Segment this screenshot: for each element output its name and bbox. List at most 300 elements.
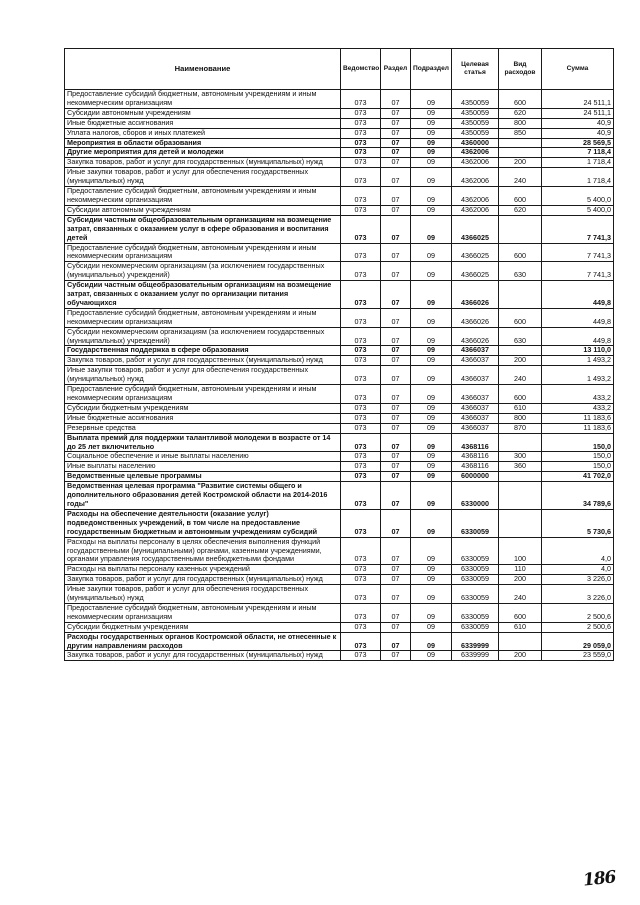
cell-vid: 600 [499, 385, 542, 404]
cell-name: Иные закупки товаров, работ и услуг для обеспечения государственных (муниципальных) нужд [65, 366, 341, 385]
cell-summa: 24 511,1 [542, 108, 614, 118]
cell-podrazdel: 09 [411, 243, 452, 262]
cell-ved: 073 [341, 632, 381, 651]
cell-celevaya: 4366026 [452, 327, 499, 346]
cell-celevaya: 4366037 [452, 346, 499, 356]
cell-celevaya: 4366025 [452, 262, 499, 281]
table-row [65, 158, 614, 168]
cell-summa: 150,0 [542, 452, 614, 462]
cell-ved: 073 [341, 243, 381, 262]
table-row [65, 281, 614, 309]
table-row [65, 423, 614, 433]
cell-celevaya: 4366025 [452, 215, 499, 243]
cell-celevaya: 4362006 [452, 148, 499, 158]
cell-razdel: 07 [381, 215, 411, 243]
cell-vid: 600 [499, 187, 542, 206]
cell-podrazdel: 09 [411, 128, 452, 138]
cell-vid: 200 [499, 651, 542, 661]
cell-ved: 073 [341, 262, 381, 281]
cell-podrazdel: 09 [411, 433, 452, 452]
cell-name: Иные бюджетные ассигнования [65, 413, 341, 423]
cell-podrazdel: 09 [411, 509, 452, 537]
cell-podrazdel: 09 [411, 575, 452, 585]
cell-celevaya: 6339999 [452, 632, 499, 651]
cell-summa: 7 741,3 [542, 262, 614, 281]
cell-celevaya: 4350059 [452, 128, 499, 138]
cell-razdel: 07 [381, 585, 411, 604]
cell-summa: 23 559,0 [542, 651, 614, 661]
cell-razdel: 07 [381, 462, 411, 472]
cell-celevaya: 6330059 [452, 622, 499, 632]
cell-podrazdel: 09 [411, 346, 452, 356]
cell-celevaya: 6330059 [452, 603, 499, 622]
cell-podrazdel: 09 [411, 138, 452, 148]
cell-podrazdel: 09 [411, 356, 452, 366]
table-row [65, 537, 614, 565]
cell-razdel: 07 [381, 308, 411, 327]
cell-razdel: 07 [381, 423, 411, 433]
cell-name: Резервные средства [65, 423, 341, 433]
table-row [65, 243, 614, 262]
cell-vid: 610 [499, 403, 542, 413]
cell-ved: 073 [341, 575, 381, 585]
cell-name: Закупка товаров, работ и услуг для государственных (муниципальных) нужд [65, 158, 341, 168]
cell-summa: 1 493,2 [542, 366, 614, 385]
cell-razdel: 07 [381, 138, 411, 148]
cell-name: Расходы на обеспечение деятельности (оказание услуг) подведомственных учреждений, в том числе на предоставление государственным бюджетным и автономным учреждениям субсидий [65, 509, 341, 537]
cell-name: Выплата премий для поддержки талантливой молодежи в возрасте от 14 до 25 лет включительно [65, 433, 341, 452]
cell-razdel: 07 [381, 90, 411, 109]
cell-podrazdel: 09 [411, 366, 452, 385]
cell-vid [499, 509, 542, 537]
cell-celevaya: 6330059 [452, 575, 499, 585]
cell-razdel: 07 [381, 385, 411, 404]
cell-name: Государственная поддержка в сфере образования [65, 346, 341, 356]
cell-summa: 40,9 [542, 128, 614, 138]
cell-celevaya: 4362006 [452, 158, 499, 168]
cell-celevaya: 4362006 [452, 205, 499, 215]
table-row [65, 187, 614, 206]
cell-ved: 073 [341, 215, 381, 243]
cell-summa: 1 718,4 [542, 158, 614, 168]
cell-celevaya: 4368116 [452, 452, 499, 462]
cell-summa: 150,0 [542, 433, 614, 452]
cell-razdel: 07 [381, 575, 411, 585]
cell-vid: 850 [499, 128, 542, 138]
cell-razdel: 07 [381, 452, 411, 462]
cell-name: Расходы на выплаты персоналу казенных учреждений [65, 565, 341, 575]
cell-celevaya: 4350059 [452, 108, 499, 118]
cell-razdel: 07 [381, 482, 411, 510]
cell-vid: 600 [499, 308, 542, 327]
cell-summa: 1 718,4 [542, 168, 614, 187]
cell-summa: 449,8 [542, 308, 614, 327]
table-row [65, 482, 614, 510]
cell-podrazdel: 09 [411, 148, 452, 158]
cell-ved: 073 [341, 108, 381, 118]
cell-summa: 433,2 [542, 385, 614, 404]
cell-name: Предоставление субсидий бюджетным, автономным учреждениям и иным некоммерческим организациям [65, 308, 341, 327]
header-razdel: Раздел [381, 49, 411, 90]
cell-podrazdel: 09 [411, 327, 452, 346]
cell-razdel: 07 [381, 148, 411, 158]
cell-vid [499, 346, 542, 356]
header-podrazdel: Подраздел [411, 49, 452, 90]
table-row [65, 575, 614, 585]
cell-razdel: 07 [381, 632, 411, 651]
cell-razdel: 07 [381, 433, 411, 452]
cell-podrazdel: 09 [411, 90, 452, 109]
cell-vid [499, 433, 542, 452]
cell-name: Субсидии некоммерческим организациям (за исключением государственных (муниципальных) учреждений) [65, 327, 341, 346]
cell-vid: 610 [499, 622, 542, 632]
cell-razdel: 07 [381, 108, 411, 118]
cell-summa: 28 569,5 [542, 138, 614, 148]
table-row [65, 138, 614, 148]
cell-ved: 073 [341, 346, 381, 356]
cell-summa: 4,0 [542, 537, 614, 565]
header-name: Наименование [65, 49, 341, 90]
cell-vid: 200 [499, 575, 542, 585]
cell-summa: 13 110,0 [542, 346, 614, 356]
cell-podrazdel: 09 [411, 651, 452, 661]
page-number: 186 [582, 867, 617, 891]
cell-celevaya: 4362006 [452, 187, 499, 206]
cell-vid: 240 [499, 585, 542, 604]
cell-ved: 073 [341, 205, 381, 215]
cell-razdel: 07 [381, 281, 411, 309]
cell-name: Субсидии бюджетным учреждениям [65, 403, 341, 413]
cell-razdel: 07 [381, 187, 411, 206]
table-row [65, 346, 614, 356]
cell-celevaya: 4360000 [452, 138, 499, 148]
cell-podrazdel: 09 [411, 308, 452, 327]
cell-ved: 073 [341, 187, 381, 206]
cell-celevaya: 4366037 [452, 385, 499, 404]
cell-summa: 11 183,6 [542, 413, 614, 423]
table-row [65, 168, 614, 187]
table-row [65, 433, 614, 452]
cell-summa: 2 500,6 [542, 603, 614, 622]
cell-ved: 073 [341, 118, 381, 128]
cell-podrazdel: 09 [411, 281, 452, 309]
cell-name: Иные выплаты населению [65, 462, 341, 472]
cell-razdel: 07 [381, 243, 411, 262]
cell-razdel: 07 [381, 168, 411, 187]
table-row [65, 148, 614, 158]
cell-celevaya: 6000000 [452, 472, 499, 482]
cell-podrazdel: 09 [411, 262, 452, 281]
cell-ved: 073 [341, 308, 381, 327]
cell-celevaya: 4366037 [452, 413, 499, 423]
cell-summa: 7 741,3 [542, 215, 614, 243]
cell-celevaya: 6330059 [452, 565, 499, 575]
cell-celevaya: 6330059 [452, 509, 499, 537]
cell-ved: 073 [341, 537, 381, 565]
cell-razdel: 07 [381, 158, 411, 168]
table-row [65, 366, 614, 385]
cell-summa: 5 730,6 [542, 509, 614, 537]
cell-podrazdel: 09 [411, 413, 452, 423]
cell-celevaya: 4350059 [452, 118, 499, 128]
cell-ved: 073 [341, 413, 381, 423]
cell-vid: 240 [499, 168, 542, 187]
cell-ved: 073 [341, 622, 381, 632]
cell-celevaya: 6330059 [452, 537, 499, 565]
cell-name: Иные бюджетные ассигнования [65, 118, 341, 128]
cell-celevaya: 4368116 [452, 462, 499, 472]
cell-razdel: 07 [381, 346, 411, 356]
cell-razdel: 07 [381, 622, 411, 632]
cell-podrazdel: 09 [411, 205, 452, 215]
table-row [65, 622, 614, 632]
cell-ved: 073 [341, 128, 381, 138]
cell-ved: 073 [341, 585, 381, 604]
header-ved: Ведомство [341, 49, 381, 90]
cell-summa: 34 789,6 [542, 482, 614, 510]
cell-ved: 073 [341, 482, 381, 510]
cell-podrazdel: 09 [411, 482, 452, 510]
cell-podrazdel: 09 [411, 168, 452, 187]
cell-summa: 150,0 [542, 462, 614, 472]
cell-vid: 630 [499, 327, 542, 346]
cell-podrazdel: 09 [411, 215, 452, 243]
table-row [65, 262, 614, 281]
cell-vid [499, 215, 542, 243]
cell-summa: 7 741,3 [542, 243, 614, 262]
table-row [65, 603, 614, 622]
cell-summa: 40,9 [542, 118, 614, 128]
cell-ved: 073 [341, 281, 381, 309]
cell-ved: 073 [341, 366, 381, 385]
table-row [65, 327, 614, 346]
table-row [65, 472, 614, 482]
cell-name: Предоставление субсидий бюджетным, автономным учреждениям и иным некоммерческим организациям [65, 603, 341, 622]
cell-name: Предоставление субсидий бюджетным, автономным учреждениям и иным некоммерческим организациям [65, 90, 341, 109]
table-row [65, 462, 614, 472]
cell-summa: 449,8 [542, 281, 614, 309]
cell-vid [499, 632, 542, 651]
cell-celevaya: 4366037 [452, 403, 499, 413]
cell-summa: 7 118,4 [542, 148, 614, 158]
cell-summa: 5 400,0 [542, 205, 614, 215]
table-row [65, 585, 614, 604]
cell-vid: 600 [499, 603, 542, 622]
cell-vid: 600 [499, 243, 542, 262]
cell-ved: 073 [341, 423, 381, 433]
cell-razdel: 07 [381, 327, 411, 346]
budget-table [64, 48, 614, 661]
cell-name: Предоставление субсидий бюджетным, автономным учреждениям и иным некоммерческим организациям [65, 187, 341, 206]
cell-ved: 073 [341, 327, 381, 346]
cell-ved: 073 [341, 565, 381, 575]
cell-name: Социальное обеспечение и иные выплаты населению [65, 452, 341, 462]
cell-vid: 600 [499, 90, 542, 109]
cell-vid: 800 [499, 413, 542, 423]
cell-razdel: 07 [381, 565, 411, 575]
cell-vid: 620 [499, 205, 542, 215]
cell-name: Субсидии некоммерческим организациям (за исключением государственных (муниципальных) учреждений) [65, 262, 341, 281]
cell-name: Закупка товаров, работ и услуг для государственных (муниципальных) нужд [65, 575, 341, 585]
cell-name: Предоставление субсидий бюджетным, автономным учреждениям и иным некоммерческим организациям [65, 385, 341, 404]
cell-celevaya: 4366026 [452, 281, 499, 309]
cell-ved: 073 [341, 403, 381, 413]
cell-podrazdel: 09 [411, 565, 452, 575]
cell-ved: 073 [341, 148, 381, 158]
table-row [65, 452, 614, 462]
cell-podrazdel: 09 [411, 622, 452, 632]
header-celevaya: Целевая статья [452, 49, 499, 90]
table-row [65, 565, 614, 575]
cell-podrazdel: 09 [411, 632, 452, 651]
header-summa: Сумма [542, 49, 614, 90]
cell-summa: 41 702,0 [542, 472, 614, 482]
cell-celevaya: 4362006 [452, 168, 499, 187]
table-body [65, 90, 614, 661]
cell-summa: 3 226,0 [542, 575, 614, 585]
cell-ved: 073 [341, 509, 381, 537]
cell-celevaya: 4366037 [452, 366, 499, 385]
cell-ved: 073 [341, 462, 381, 472]
cell-razdel: 07 [381, 472, 411, 482]
cell-summa: 449,8 [542, 327, 614, 346]
cell-summa: 29 059,0 [542, 632, 614, 651]
cell-name: Предоставление субсидий бюджетным, автономным учреждениям и иным некоммерческим организациям [65, 243, 341, 262]
cell-summa: 1 493,2 [542, 356, 614, 366]
table-row [65, 205, 614, 215]
header-vid: Вид расходов [499, 49, 542, 90]
cell-celevaya: 4368116 [452, 433, 499, 452]
cell-razdel: 07 [381, 403, 411, 413]
cell-celevaya: 6330059 [452, 585, 499, 604]
cell-vid: 630 [499, 262, 542, 281]
table-row [65, 413, 614, 423]
cell-razdel: 07 [381, 205, 411, 215]
cell-podrazdel: 09 [411, 452, 452, 462]
cell-podrazdel: 09 [411, 462, 452, 472]
cell-name: Расходы государственных органов Костромской области, не отнесенные к другим направлениям расходов [65, 632, 341, 651]
cell-razdel: 07 [381, 262, 411, 281]
cell-name: Ведомственная целевая программа "Развитие системы общего и дополнительного образования детей Костромской области на 2014-2016 годы" [65, 482, 341, 510]
cell-razdel: 07 [381, 413, 411, 423]
cell-ved: 073 [341, 168, 381, 187]
cell-razdel: 07 [381, 651, 411, 661]
budget-table-sheet [64, 48, 613, 661]
table-row [65, 356, 614, 366]
cell-podrazdel: 09 [411, 187, 452, 206]
cell-ved: 073 [341, 158, 381, 168]
cell-ved: 073 [341, 90, 381, 109]
cell-summa: 11 183,6 [542, 423, 614, 433]
cell-podrazdel: 09 [411, 403, 452, 413]
cell-podrazdel: 09 [411, 108, 452, 118]
cell-vid: 800 [499, 118, 542, 128]
table-row [65, 632, 614, 651]
cell-razdel: 07 [381, 128, 411, 138]
cell-razdel: 07 [381, 537, 411, 565]
cell-name: Расходы на выплаты персоналу в целях обеспечения выполнения функций государственными (муниципальными) органами, казенными учреждениями, органами управления государственными внебюджетными фондами [65, 537, 341, 565]
cell-name: Субсидии бюджетным учреждениям [65, 622, 341, 632]
cell-podrazdel: 09 [411, 472, 452, 482]
cell-ved: 073 [341, 603, 381, 622]
cell-podrazdel: 09 [411, 385, 452, 404]
table-row [65, 651, 614, 661]
cell-ved: 073 [341, 356, 381, 366]
cell-vid: 300 [499, 452, 542, 462]
cell-vid: 240 [499, 366, 542, 385]
cell-podrazdel: 09 [411, 585, 452, 604]
cell-podrazdel: 09 [411, 158, 452, 168]
cell-name: Ведомственные целевые программы [65, 472, 341, 482]
cell-summa: 24 511,1 [542, 90, 614, 109]
cell-vid [499, 472, 542, 482]
cell-vid: 360 [499, 462, 542, 472]
cell-name: Уплата налогов, сборов и иных платежей [65, 128, 341, 138]
cell-name: Закупка товаров, работ и услуг для государственных (муниципальных) нужд [65, 651, 341, 661]
cell-vid: 110 [499, 565, 542, 575]
cell-razdel: 07 [381, 118, 411, 128]
cell-name: Другие мероприятия для детей и молодежи [65, 148, 341, 158]
cell-ved: 073 [341, 138, 381, 148]
cell-vid [499, 138, 542, 148]
cell-summa: 2 500,6 [542, 622, 614, 632]
cell-podrazdel: 09 [411, 603, 452, 622]
cell-ved: 073 [341, 433, 381, 452]
cell-vid: 620 [499, 108, 542, 118]
table-row [65, 308, 614, 327]
cell-summa: 3 226,0 [542, 585, 614, 604]
cell-vid [499, 281, 542, 309]
cell-vid: 870 [499, 423, 542, 433]
cell-vid: 200 [499, 158, 542, 168]
cell-summa: 433,2 [542, 403, 614, 413]
table-row [65, 385, 614, 404]
table-row [65, 90, 614, 109]
table-row [65, 403, 614, 413]
cell-ved: 073 [341, 472, 381, 482]
cell-razdel: 07 [381, 366, 411, 385]
cell-razdel: 07 [381, 356, 411, 366]
cell-celevaya: 4366025 [452, 243, 499, 262]
table-row [65, 108, 614, 118]
table-row [65, 509, 614, 537]
cell-summa: 5 400,0 [542, 187, 614, 206]
cell-name: Субсидии автономным учреждениям [65, 205, 341, 215]
cell-celevaya: 4366026 [452, 308, 499, 327]
cell-vid: 100 [499, 537, 542, 565]
cell-ved: 073 [341, 452, 381, 462]
table-row [65, 215, 614, 243]
cell-vid: 200 [499, 356, 542, 366]
cell-name: Субсидии частным общеобразовательным организациям на возмещение затрат, связанных с оказанием услуг в сфере образования и воспитания детей [65, 215, 341, 243]
cell-vid [499, 148, 542, 158]
cell-name: Иные закупки товаров, работ и услуг для обеспечения государственных (муниципальных) нужд [65, 168, 341, 187]
cell-name: Закупка товаров, работ и услуг для государственных (муниципальных) нужд [65, 356, 341, 366]
cell-name: Субсидии автономным учреждениям [65, 108, 341, 118]
cell-ved: 073 [341, 651, 381, 661]
cell-podrazdel: 09 [411, 423, 452, 433]
cell-razdel: 07 [381, 509, 411, 537]
cell-ved: 073 [341, 385, 381, 404]
cell-summa: 4,0 [542, 565, 614, 575]
cell-vid [499, 482, 542, 510]
cell-name: Мероприятия в области образования [65, 138, 341, 148]
cell-celevaya: 6330000 [452, 482, 499, 510]
table-row [65, 118, 614, 128]
cell-name: Субсидии частным общеобразовательным организациям на возмещение затрат, связанных с оказанием услуг по организации питания обучающихся [65, 281, 341, 309]
cell-celevaya: 4350059 [452, 90, 499, 109]
cell-name: Иные закупки товаров, работ и услуг для обеспечения государственных (муниципальных) нужд [65, 585, 341, 604]
